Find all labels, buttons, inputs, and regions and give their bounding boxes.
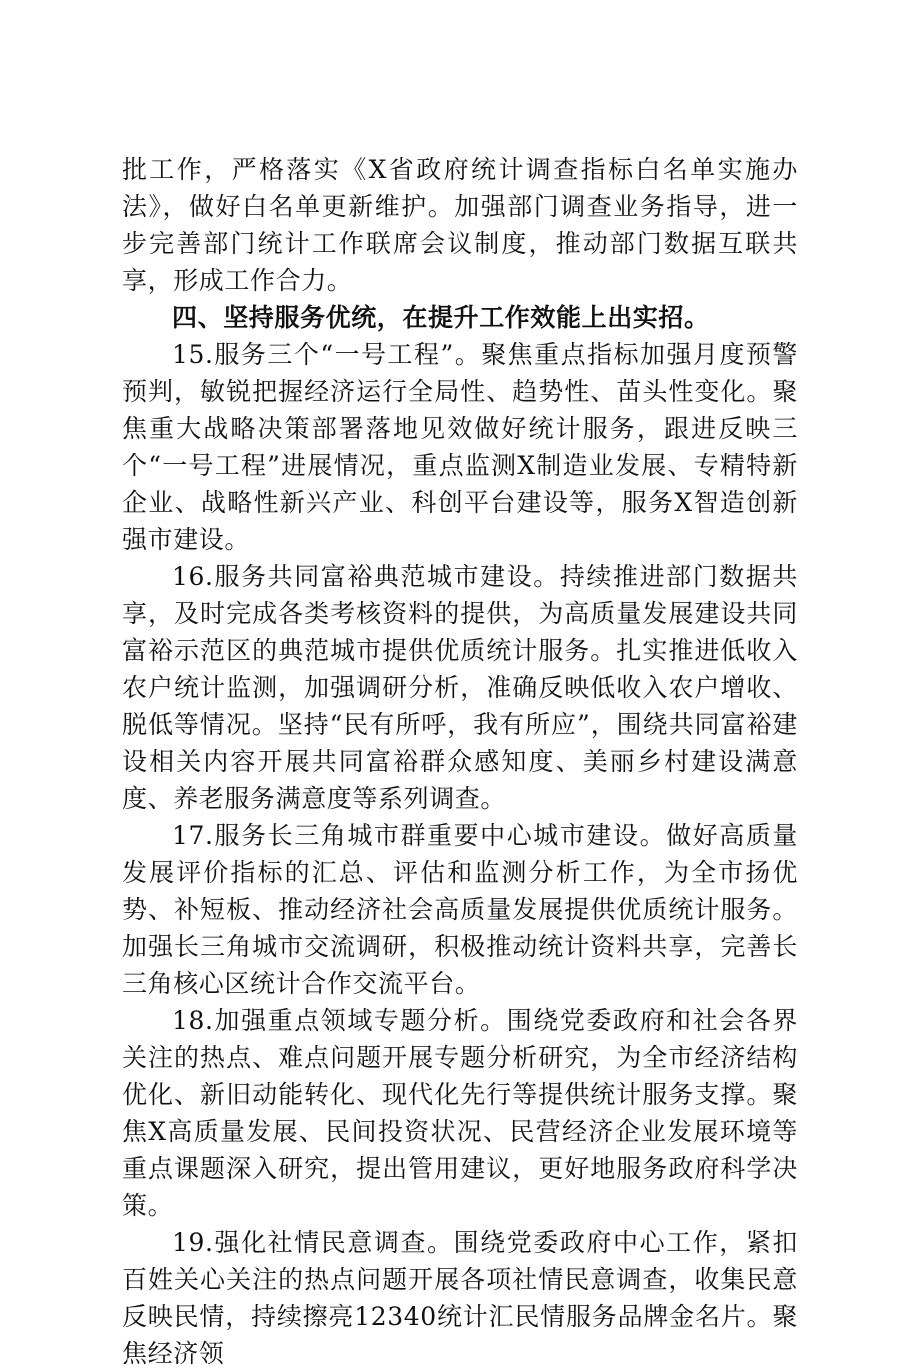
paragraph-continuation: 批工作，严格落实《X省政府统计调查指标白名单实施办法》，做好白名单更新维护。加强部门调查业务指导，进一步完善部门统计工作联席会议制度，推动部门数据互联共享，形成工作合力。	[122, 155, 798, 295]
section-heading: 四、坚持服务优统，在提升工作效能上出实招。	[172, 303, 710, 332]
paragraph-item-18: 18.加强重点领域专题分析。围绕党委政府和社会各界关注的热点、难点问题开展专题分析研究，为全市经济结构优化、新旧动能转化、现代化先行等提供统计服务支撑。聚焦X高质量发展、民间投资状况、民营经济企业发展环境等重点课题深入研究，提出管用建议，更好地服务政府科学决策。	[122, 1006, 798, 1220]
paragraph-item-15: 15.服务三个“一号工程”。聚焦重点指标加强月度预警预判，敏锐把握经济运行全局性、趋势性、苗头性变化。聚焦重大战略决策部署落地见效做好统计服务，跟进反映三个“一号工程”进展情况，重点监测X制造业发展、专精特新企业、战略性新兴产业、科创平台建设等，服务X智造创新强市建设。	[122, 340, 798, 554]
paragraph-item-17: 17.服务长三角城市群重要中心城市建设。做好高质量发展评价指标的汇总、评估和监测分析工作，为全市扬优势、补短板、推动经济社会高质量发展提供优质统计服务。加强长三角城市交流调研，积极推动统计资料共享，完善长三角核心区统计合作交流平台。	[122, 821, 798, 998]
paragraph-item-19: 19.强化社情民意调查。围绕党委政府中心工作，紧扣百姓关心关注的热点问题开展各项社情民意调查，收集民意反映民情，持续擦亮12340统计汇民情服务品牌金名片。聚焦经济领	[122, 1228, 798, 1368]
document-body	[122, 151, 798, 1372]
paragraph-item-16: 16.服务共同富裕典范城市建设。持续推进部门数据共享，及时完成各类考核资料的提供，为高质量发展建设共同富裕示范区的典范城市提供优质统计服务。扎实推进低收入农户统计监测，加强调研分析，准确反映低收入农户增收、脱低等情况。坚持“民有所呼，我有所应”，围绕共同富裕建设相关内容开展共同富裕群众感知度、美丽乡村建设满意度、养老服务满意度等系列调查。	[122, 562, 798, 813]
